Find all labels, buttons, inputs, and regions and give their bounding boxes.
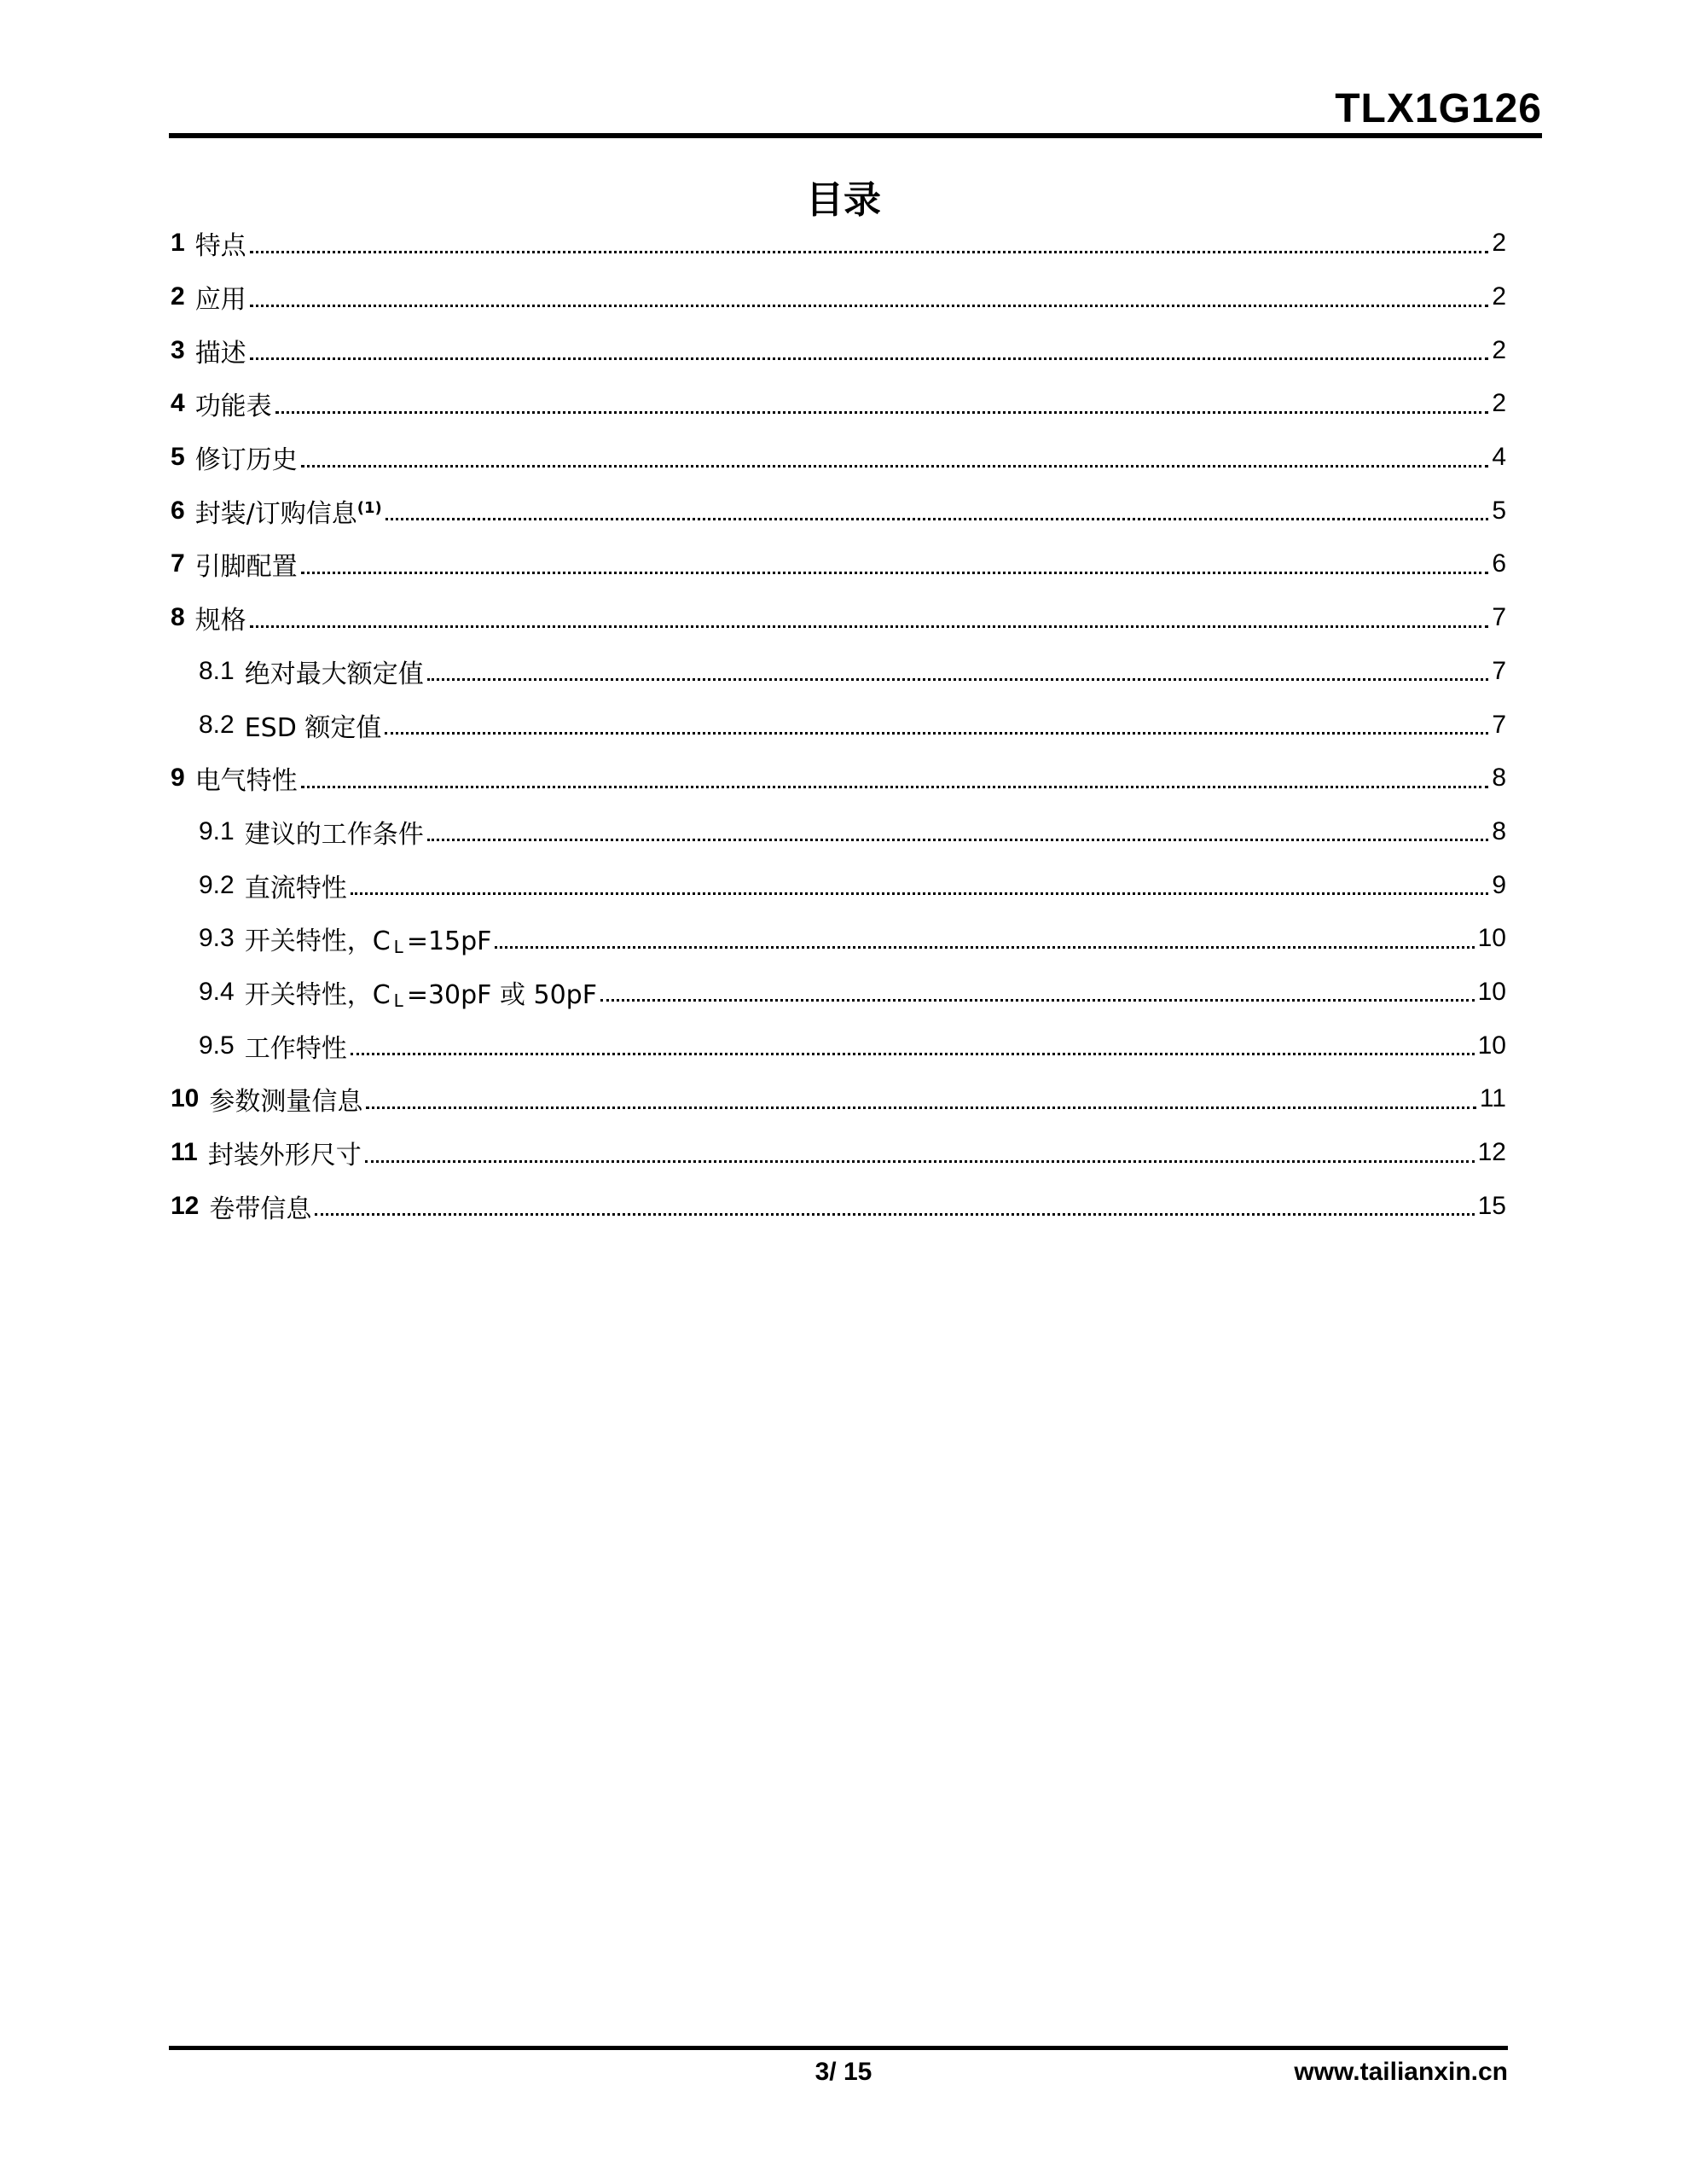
toc-leader-dots bbox=[351, 1053, 1475, 1055]
toc-leader-dots bbox=[250, 251, 1489, 253]
toc-entry-number: 5 bbox=[171, 443, 185, 472]
toc-entry-label: 描述 bbox=[194, 338, 246, 369]
footer-rule bbox=[169, 2046, 1508, 2050]
toc-leader-dots bbox=[250, 357, 1489, 360]
toc-leader-dots bbox=[385, 732, 1488, 735]
toc-entry-page: 9 bbox=[1492, 870, 1506, 899]
toc-entry-label: 功能表 bbox=[194, 392, 272, 422]
toc-entry-number: 8.1 bbox=[199, 656, 235, 685]
toc-entry[interactable] bbox=[171, 591, 1506, 645]
toc-leader-dots bbox=[315, 1213, 1474, 1216]
document-id: TLX1G126 bbox=[1335, 86, 1542, 131]
toc-leader-dots bbox=[250, 305, 1489, 307]
toc-subentry[interactable] bbox=[171, 966, 1506, 1019]
toc-entry-label: ESD 额定值 bbox=[244, 712, 382, 743]
toc-entry[interactable] bbox=[171, 1072, 1506, 1126]
toc-entry-page: 7 bbox=[1492, 603, 1506, 632]
toc-entry-page: 12 bbox=[1477, 1138, 1506, 1167]
toc-entry-label bbox=[195, 492, 382, 530]
toc-entry-label: 绝对最大额定值 bbox=[244, 659, 424, 689]
toc-leader-dots bbox=[250, 625, 1489, 628]
toc-entry-label-text: 封装/订购信息 bbox=[194, 498, 357, 529]
toc-entry[interactable] bbox=[171, 431, 1506, 485]
toc-entry-label-suffix: =30pF 或 50pF bbox=[406, 979, 597, 1010]
toc-subentry[interactable] bbox=[171, 858, 1506, 912]
toc-entry-label: 参数测量信息 bbox=[209, 1087, 363, 1118]
toc-entry-number: 3 bbox=[171, 335, 185, 364]
toc-entry-label: 引脚配置 bbox=[194, 552, 298, 583]
toc-entry-number: 1 bbox=[171, 229, 185, 258]
toc-entry-label: 特点 bbox=[194, 231, 246, 262]
toc-entry-page: 2 bbox=[1492, 389, 1506, 418]
toc-entry-number: 4 bbox=[171, 389, 185, 418]
toc-leader-dots bbox=[600, 999, 1475, 1002]
toc-entry-label: 应用 bbox=[194, 285, 246, 316]
toc-entry-number: 12 bbox=[171, 1191, 200, 1220]
toc-entry[interactable] bbox=[171, 1179, 1506, 1233]
subscript: L bbox=[393, 937, 403, 958]
toc-entry-page: 10 bbox=[1477, 1031, 1506, 1060]
toc-entry-label-text: 开关特性，C bbox=[244, 926, 391, 957]
toc-entry-number: 10 bbox=[171, 1084, 200, 1113]
toc-entry-number: 9.4 bbox=[199, 977, 235, 1006]
toc-entry-label-suffix: =15pF bbox=[406, 926, 492, 957]
toc-entry[interactable] bbox=[171, 323, 1506, 377]
toc-subentry[interactable] bbox=[171, 1019, 1506, 1072]
toc-entry-number: 6 bbox=[171, 496, 185, 525]
toc-entry[interactable] bbox=[171, 484, 1506, 537]
table-of-contents bbox=[171, 217, 1506, 1233]
toc-entry-page: 7 bbox=[1492, 710, 1506, 739]
toc-entry-page: 10 bbox=[1477, 924, 1506, 953]
toc-entry-number: 2 bbox=[171, 282, 185, 311]
toc-entry-label: 工作特性 bbox=[244, 1033, 347, 1064]
toc-entry-label bbox=[245, 973, 597, 1011]
toc-entry-label: 规格 bbox=[194, 606, 246, 636]
toc-entry-page: 8 bbox=[1492, 816, 1506, 845]
toc-leader-dots bbox=[365, 1160, 1475, 1163]
footnote-marker: (1) bbox=[357, 498, 382, 517]
toc-entry-page: 2 bbox=[1492, 335, 1506, 364]
toc-entry-label: 修订历史 bbox=[194, 445, 298, 476]
toc-leader-dots bbox=[351, 892, 1489, 895]
toc-entry-label-text: 开关特性，C bbox=[244, 979, 391, 1010]
header-rule bbox=[169, 133, 1542, 138]
toc-entry[interactable] bbox=[171, 270, 1506, 324]
toc-entry[interactable] bbox=[171, 377, 1506, 431]
toc-entry-number: 9.2 bbox=[199, 870, 235, 899]
toc-leader-dots bbox=[386, 518, 1489, 520]
toc-subentry[interactable] bbox=[171, 698, 1506, 752]
toc-entry-page: 8 bbox=[1492, 764, 1506, 793]
website-link[interactable]: www.tailianxin.cn bbox=[1294, 2058, 1508, 2086]
toc-entry-number: 9.5 bbox=[199, 1031, 235, 1060]
toc-entry-number: 8 bbox=[171, 603, 185, 632]
toc-entry-number: 9.1 bbox=[199, 816, 235, 845]
toc-entry-label: 封装外形尺寸 bbox=[207, 1141, 362, 1171]
toc-leader-dots bbox=[301, 786, 1489, 788]
toc-leader-dots bbox=[495, 946, 1474, 949]
toc-entry[interactable] bbox=[171, 217, 1506, 270]
toc-entry-label: 卷带信息 bbox=[209, 1194, 312, 1224]
toc-entry-number: 9.3 bbox=[199, 924, 235, 953]
toc-leader-dots bbox=[275, 411, 1489, 414]
toc-entry-label bbox=[245, 920, 492, 957]
toc-entry-page: 15 bbox=[1477, 1191, 1506, 1220]
toc-subentry[interactable] bbox=[171, 645, 1506, 699]
toc-entry[interactable] bbox=[171, 752, 1506, 805]
toc-entry-label: 电气特性 bbox=[194, 766, 298, 797]
toc-entry-label: 直流特性 bbox=[244, 873, 347, 903]
toc-subentry[interactable] bbox=[171, 912, 1506, 966]
toc-entry-number: 11 bbox=[171, 1138, 198, 1167]
toc-entry-page: 5 bbox=[1492, 496, 1506, 525]
toc-title: 目录 bbox=[806, 178, 881, 222]
toc-entry[interactable] bbox=[171, 537, 1506, 591]
toc-entry[interactable] bbox=[171, 1126, 1506, 1180]
toc-entry-page: 10 bbox=[1477, 977, 1506, 1006]
toc-entry-number: 8.2 bbox=[199, 710, 235, 739]
toc-entry-page: 7 bbox=[1492, 656, 1506, 685]
toc-entry-page: 2 bbox=[1492, 229, 1506, 258]
toc-entry-page: 11 bbox=[1479, 1084, 1506, 1113]
toc-entry-number: 7 bbox=[171, 549, 185, 578]
toc-entry-page: 4 bbox=[1492, 443, 1506, 472]
page-number: 3/ 15 bbox=[815, 2058, 872, 2086]
toc-leader-dots bbox=[301, 465, 1489, 468]
toc-leader-dots bbox=[301, 572, 1489, 574]
toc-leader-dots bbox=[427, 839, 1489, 841]
toc-entry-number: 9 bbox=[171, 764, 185, 793]
toc-entry-page: 2 bbox=[1492, 282, 1506, 311]
toc-leader-dots bbox=[427, 678, 1489, 681]
subscript: L bbox=[393, 990, 403, 1011]
toc-entry-page: 6 bbox=[1492, 549, 1506, 578]
toc-entry-label: 建议的工作条件 bbox=[244, 819, 424, 850]
toc-leader-dots bbox=[366, 1107, 1475, 1109]
toc-subentry[interactable] bbox=[171, 805, 1506, 859]
